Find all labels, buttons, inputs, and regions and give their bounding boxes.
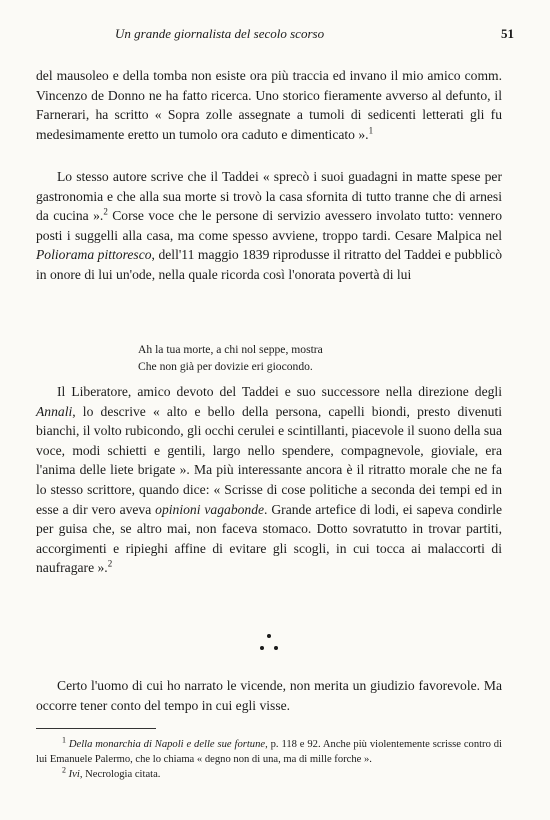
- paragraph-3-annali: Annali: [36, 403, 73, 419]
- footnote-ref-2: 2: [103, 206, 108, 217]
- running-head: [60, 26, 514, 46]
- footnote-ref-1: 1: [368, 125, 374, 136]
- paragraph-3-text-c: . Grande artefice di lodi, ei sapeva condirle per guisa che, se altro mai, non faceva stomaco. Dotto sovratutto in trovar partiti, accorgimenti e ripieghi affine di evitare gli scogli, in cui tocca ai malaccorti di naufragare ».: [36, 501, 503, 576]
- paragraph-3-text-a: Il Liberatore, amico devoto del Taddei e suo successore nella direzione degli: [57, 384, 502, 399]
- verse-line-1: Ah la tua morte, a chi nol seppe, mostra: [138, 343, 323, 356]
- footnote-2-ivi: Ivi: [68, 769, 80, 780]
- paragraph-2-text-c: , dell'11 maggio 1839 riprodusse il ritratto del Taddei e pubblicò in onore di lui un'ode, nella quale ricorda così l'onorata povertà di lui: [36, 247, 502, 282]
- paragraph-4: [36, 676, 502, 715]
- footnote-2: [36, 767, 502, 782]
- verse-line-2: Che non già per dovizie eri giocondo.: [138, 360, 313, 373]
- footnote-2-number: 2: [62, 765, 66, 775]
- paragraph-2-periodical: Poliorama pittoresco: [36, 247, 152, 263]
- paragraph-1: [36, 66, 502, 144]
- footnote-2-text: , Necrologia citata.: [79, 769, 161, 780]
- footnote-1-text: , p. 118 e 92. Anche più violentemente scrisse contro di lui Emanuele Palermo, che lo chiama « degno non di una, ma di mille forche ».: [36, 739, 502, 765]
- running-title: Un grande giornalista del secolo scorso: [115, 26, 325, 41]
- section-asterism: [257, 632, 281, 656]
- verse-quote: [138, 341, 323, 375]
- paragraph-3: [36, 382, 502, 578]
- footnote-ref-3: 2: [107, 558, 113, 569]
- footnote-1: [36, 737, 502, 767]
- paragraph-1-text: del mausoleo e della tomba non esiste ora più traccia ed invano il mio amico comm. Vincenzo de Donno ne ha fatto ricerca. Uno storico fieramente avverso al defunto, il Farnerari, ha scritto « Sopra zolle assegnate a tumoli di sedicenti letterati gli fu medesimamente eretto un tumolo ora caduto e dimenticato ».: [36, 68, 502, 142]
- paragraph-4-text: Certo l'uomo di cui ho narrato le vicende, non merita un giudizio favorevole. Ma occorre tener conto del tempo in cui egli visse.: [36, 678, 502, 713]
- footnotes: [36, 737, 502, 782]
- page-number: 51: [501, 26, 514, 41]
- paragraph-2: [36, 167, 502, 285]
- footnote-1-title: Della monarchia di Napoli e delle sue fortune: [68, 739, 266, 750]
- paragraph-2-text-a: Lo stesso autore scrive che il Taddei « sprecò i suoi guadagni in matte spese per gastronomia e che alla sua morte si trovò la casa sfornita di tutto tranne che di arnesi da cucina ».: [36, 169, 502, 224]
- footnote-rule: [36, 728, 156, 729]
- footnote-1-number: 1: [62, 735, 66, 745]
- paragraph-2-text-b: Corse voce che le persone di servizio avessero involato tutto: vennero posti i suggelli alla casa, ma come spesso avviene, troppo tardi. Cesare Malpica nel: [36, 208, 502, 243]
- paragraph-3-opinioni: opinioni vagabonde: [155, 501, 265, 517]
- paragraph-3-text-b: , lo descrive « alto e bello della persona, capelli biondi, presto divenuti bianchi, il volto rubicondo, gli occhi cerulei e scintillanti, piacevole il suono della sua voce, modi schietti e gentili, largo nello spendere, compagnevole, gioviale, era l'anima delle liete brigate ». Ma più interessante ancora è il ritratto morale che ne fa lo stesso scrittore, quando dice: « Scrisse di cose politiche a seconda dei tempi ed in esse a dir vero aveva: [36, 403, 502, 517]
